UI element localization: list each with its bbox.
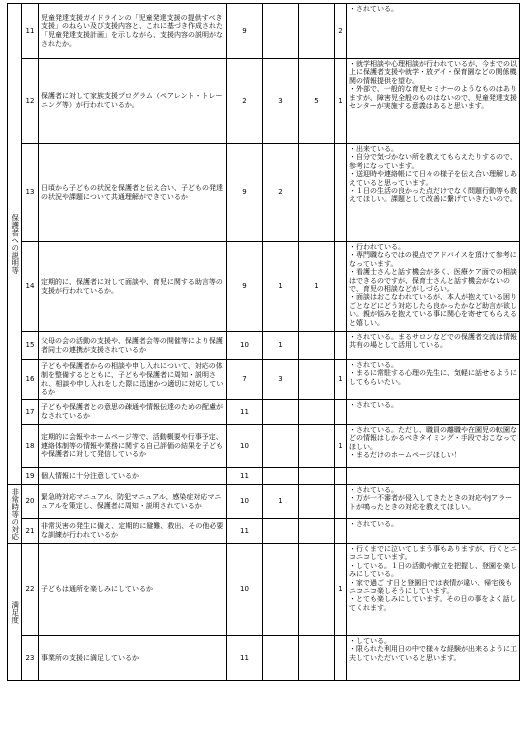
comment-text: ・とても楽しみにしています。その日の事をよく話してくれます。 [349,595,517,612]
row-number: 13 [22,144,39,242]
count-no [299,425,335,468]
count-unknown: 1 [335,544,347,636]
count-unknown [335,400,347,425]
table-row [8,400,520,425]
count-no [299,636,335,681]
comment-cell [347,425,520,468]
count-yes: 9 [227,144,263,242]
table-row [8,636,520,681]
count-somewhat: 1 [263,485,299,519]
category-label: 満足度 [10,600,20,624]
row-number: 20 [22,485,39,519]
count-yes: 11 [227,468,263,485]
question-text: 個人情報に十分注意しているか [39,468,227,485]
question-text: 児童発達支援ガイドラインの「児童発達支援の提供すべき支援」のねらい及び支援内容と、これに基づき作成された「児童発達支援計画」を示しながら、支援内容の説明がなされたか。 [39,4,227,59]
table-row [8,468,520,485]
count-yes: 9 [227,242,263,332]
count-somewhat: 3 [263,59,299,144]
count-yes: 2 [227,59,263,144]
table-row [8,4,520,59]
comment-text: ・行くまでに泣いてしまう事もありますが、行くとニコニコしています。 [349,545,517,562]
question-text: 子どもや保護者からの相談や申し入れについて、対応の体制を整備するとともに、子どもや保護者に周知・説明され、相談や申し入れをした際に迅速かつ適切に対応しているか [39,360,227,400]
count-no [299,519,335,544]
comment-cell [347,144,520,242]
comment-text: ・行われている。 [349,243,405,251]
count-no [299,4,335,59]
comment-text: ・万が一不審者が侵入してきたときの対応やJアラートが鳴ったときの対応を教えてほしい。 [349,494,513,511]
comment-text: ・されている。 [349,486,398,494]
count-somewhat [263,400,299,425]
question-text: 定期的に会報やホームページ等で、活動概要や行事予定、連絡体制等の情報や業務に関する自己評価の結果を子どもや保護者に対して発信しているか [39,425,227,468]
comment-text: ・１日の生活の良かった点だけでなく問題行動等も教えてほしい。課題として改善に繋げていきたいので。 [349,187,517,204]
count-somewhat [263,544,299,636]
table-row [8,519,520,544]
category-support [8,4,22,485]
comment-text: ・送迎時や連絡帳にて日々の様子を伝え合い理解しあえていると思っています。 [349,170,517,187]
question-text: 子どもは通所を楽しみにしているか [39,544,227,636]
comment-text: ・看護士さんと話す機会が多く、医療ケア面での相談はできるのですが、保育士さんと話す機会がないので、育児の相談などがしづらい。 [349,268,517,294]
comment-text: ・している。 [349,637,391,645]
table-row [8,59,520,144]
question-text: 事業所の支援に満足しているか [39,636,227,681]
comment-cell [347,59,520,144]
row-number: 18 [22,425,39,468]
count-somewhat [263,468,299,485]
count-yes: 11 [227,400,263,425]
count-unknown [335,468,347,485]
comment-text: ・されている。 [349,520,398,528]
table-row [8,425,520,468]
count-unknown [335,519,347,544]
row-number: 14 [22,242,39,332]
comment-cell [347,485,520,519]
comment-text: ・されている。 [349,5,398,13]
table-row [8,485,520,519]
row-number: 22 [22,544,39,636]
count-yes: 10 [227,544,263,636]
question-text: 保護者に対して家族支援プログラム（ペアレント・トレーニング等）が行われているか。 [39,59,227,144]
row-number: 21 [22,519,39,544]
comment-text: ・就学相談や心理相談が行われているが、今までの以上に保護者支援や就学・放デイ・保育園などの関係機関の情報提供を望む。 [349,60,517,85]
count-unknown [335,636,347,681]
count-no: 5 [299,59,335,144]
comment-cell [347,360,520,400]
row-number: 11 [22,4,39,59]
count-unknown: 1 [335,360,347,400]
comment-text: ・まるに常駐する心理の先生に、気軽に話せるようにしてもらいたい。 [349,369,517,386]
table-row [8,242,520,332]
count-no [299,360,335,400]
comment-text: ・されている。 [349,361,398,369]
evaluation-table [7,3,520,681]
count-unknown: 1 [335,425,347,468]
category-label: 保護者への説明等 [10,214,20,274]
comment-text: ・出来ている。 [349,145,398,153]
count-yes: 11 [227,636,263,681]
count-no [299,332,335,360]
count-unknown: 1 [335,59,347,144]
count-yes: 10 [227,485,263,519]
comment-cell [347,242,520,332]
comment-cell [347,636,520,681]
count-no [299,485,335,519]
count-unknown: 2 [335,4,347,59]
count-no [299,400,335,425]
comment-cell [347,519,520,544]
count-unknown [335,242,347,332]
category-satisfaction [8,544,22,681]
row-number: 16 [22,360,39,400]
count-unknown [335,485,347,519]
count-yes: 7 [227,360,263,400]
count-somewhat [263,519,299,544]
count-somewhat [263,4,299,59]
row-number: 15 [22,332,39,360]
count-somewhat [263,636,299,681]
count-no: 1 [299,242,335,332]
count-somewhat [263,425,299,468]
row-number: 12 [22,59,39,144]
count-no [299,144,335,242]
comment-cell [347,332,520,360]
comment-cell [347,468,520,485]
question-text: 非常災害の発生に備え、定期的に避難、救出、その他必要な訓練が行われているか [39,519,227,544]
comment-text: ・専門職ならではの視点でアドバイスを頂けて参考になっています。 [349,251,517,268]
question-text: 子どもや保護者との意思の疎通や情報伝達のための配慮がなされているか [39,400,227,425]
question-text: 緊急時対応マニュアル、防犯マニュアル、感染症対応マニュアルを策定し、保護者に周知・説明されているか [39,485,227,519]
comment-cell [347,400,520,425]
row-number: 23 [22,636,39,681]
question-text: 日頃から子どもの状況を保護者と伝え合い、子どもの発達の状況や課題について共通理解ができているか [39,144,227,242]
count-somewhat: 2 [263,144,299,242]
count-unknown [335,144,347,242]
table-row [8,144,520,242]
count-yes: 10 [227,332,263,360]
comment-text: ・自分で気づかない所を教えてもらえたりするので、参考になっています。 [349,153,517,170]
table-row [8,360,520,400]
row-number: 17 [22,400,39,425]
category-label: 非常時等の対応 [10,487,20,541]
count-no [299,544,335,636]
count-yes: 9 [227,4,263,59]
count-yes: 10 [227,425,263,468]
question-text: 父母の会の活動の支援や、保護者会等の開催等により保護者同士の連携が支援されているか [39,332,227,360]
count-somewhat: 3 [263,360,299,400]
comment-text: ・限られた利用日の中で様々な経験が出来るように工夫していただいていると思います。 [349,645,517,662]
comment-text: ・面談はおこなわれているが、本人が抱えている困りごとなどにどう対応したら良かったかなど助言が欲しい。親が悩みを抱えている事に関心を寄せてもらえると嬉しい。 [349,293,517,327]
comment-text: ・されている。 [349,401,398,409]
count-no [299,468,335,485]
count-unknown [335,332,347,360]
table-row [8,544,520,636]
comment-text: ・まるだけのホームページほしい！ [349,451,461,460]
count-somewhat: 1 [263,332,299,360]
comment-text: ・されている。ただし、職員の離職や在園児の転園などの情報はしかるべきタイミング・手段でおこなってほしい。 [349,426,517,451]
category-emergency [8,485,22,544]
table-row [8,332,520,360]
count-yes: 11 [227,519,263,544]
comment-text: ・されている。まるサロンなどでの保護者交流は情報共有の場として活用している。 [349,333,517,350]
comment-cell [347,4,520,59]
row-number: 19 [22,468,39,485]
comment-text: ・外部で、一般的な育児セミナーのようなものはありますが、障害児全般のものはないので、児童発達支援センターが実施する意義はあると思います。 [349,85,517,111]
count-somewhat: 1 [263,242,299,332]
comment-cell [347,544,520,636]
comment-text: ・している。１日の活動や献立を把握し、登園を楽しみにしている。 [349,561,517,579]
question-text: 定期的に、保護者に対して面談や、育児に関する助言等の支援が行われているか。 [39,242,227,332]
comment-text: ・家で過ご す日と登園日では表情が違い、帰宅後もニコニコ楽しそうにしています。 [349,578,513,596]
